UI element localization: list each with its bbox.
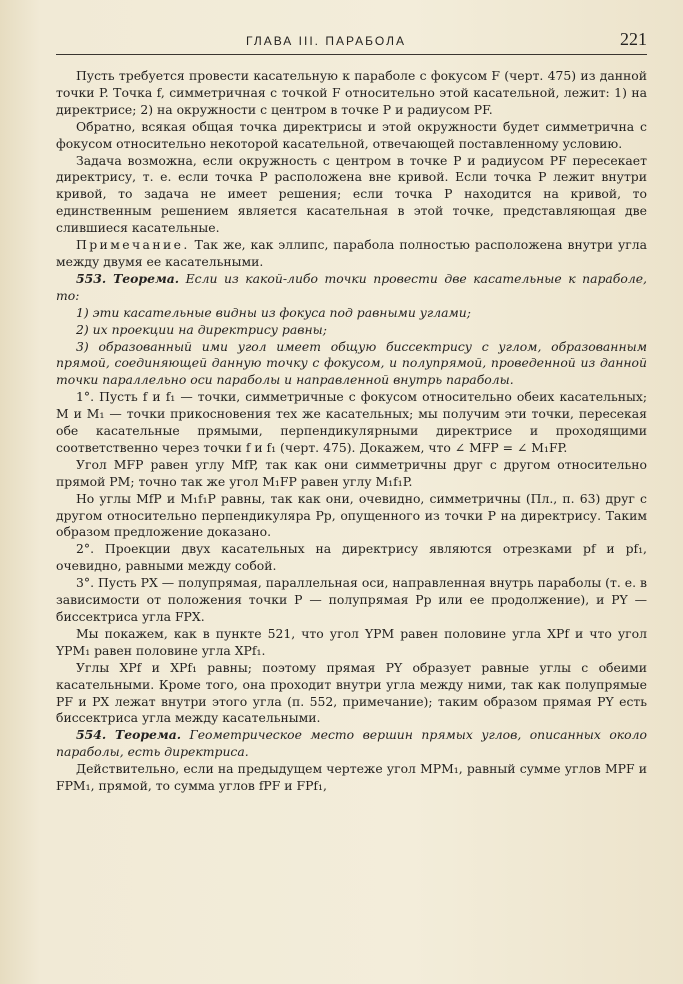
page-header bbox=[56, 28, 647, 55]
paragraph: 2°. Проекции двух касательных на директрису являются отрезками pf и pf₁, очевидно, равными между собой. bbox=[56, 541, 647, 574]
note-label: Примечание. bbox=[76, 237, 190, 253]
theorem-statement: Геометрическое место вершин прямых углов, описанных около параболы, есть директриса. bbox=[56, 727, 647, 760]
theorem-label: 553. Теорема. bbox=[76, 270, 180, 286]
page-body bbox=[56, 68, 647, 795]
note-text: Так же, как эллипс, парабола полностью расположена внутри угла между двумя ее касательными. bbox=[56, 237, 647, 269]
theorem-553 bbox=[56, 271, 647, 305]
theorem-item: 3) образованный ими угол имеет общую биссектрису с углом, образованным прямой, соединяющей данную точку с фокусом, и полупрямой, проведенной из данной точки параллельно оси параболы и направленной внутрь параболы. bbox=[56, 338, 647, 388]
paragraph: Угол MFP равен углу MfP, так как они симметричны друг с другом относительно прямой PM; точно так же угол M₁FP равен углу M₁f₁P. bbox=[56, 456, 647, 489]
paragraph: Но углы MfP и M₁f₁P равны, так как они, очевидно, симметричны (Пл., п. 63) друг с другом относительно перпендикуляра Pp, опущенного из точки P на директрису. Таким образом предложение доказано. bbox=[56, 490, 647, 540]
theorem-statement: Если из какой-либо точки провести две касательные к параболе, то: bbox=[56, 270, 647, 303]
paragraph: 1°. Пусть f и f₁ — точки, симметричные с фокусом относительно обеих касательных; M и M₁ — точки прикосновения тех же касательных; мы получим эти точки, пересекая обе касательные прямыми, перпендикулярными директрисе и проходящими соответственно через точки f и f₁ (черт. 475). Докажем, что ∠ MFP = ∠ M₁FP. bbox=[56, 389, 647, 455]
paragraph: Углы XPf и XPf₁ равны; поэтому прямая PY образует равные углы с обеими касательными. Кроме того, она проходит внутри угла между ними, так как полупрямые PF и PX лежат внутри этого угла (п. 552, примечание); таким образом прямая PY есть биссектриса угла между касательными. bbox=[56, 659, 647, 726]
theorem-label: 554. Теорема. bbox=[76, 727, 182, 743]
paragraph: Задача возможна, если окружность с центром в точке P и радиусом PF пересекает директрису, т. е. если точка P расположена вне кривой. Если точка P лежит внутри кривой, то задача не имеет решения; если точка P находится на кривой, то единственным решением является касательная в этой точке, представляющая две слившиеся касательные. bbox=[56, 152, 647, 236]
page-number: 221 bbox=[620, 29, 647, 49]
paragraph: Пусть требуется провести касательную к параболе с фокусом F (черт. 475) из данной точки P. Точка f, симметричная с точкой F относительно этой касательной, лежит: 1) на директрисе; 2) на окружности с центром в точке P и радиусом PF. bbox=[56, 68, 647, 117]
paragraph: Обратно, всякая общая точка директрисы и этой окружности будет симметрична с фокусом относительно некоторой касательной, отвечающей поставленному условию. bbox=[56, 118, 647, 151]
paragraph: Мы покажем, как в пункте 521, что угол YPM равен половине угла XPf и что угол YPM₁ равен половине угла XPf₁. bbox=[56, 625, 647, 658]
theorem-item: 1) эти касательные видны из фокуса под равными углами; bbox=[76, 304, 471, 320]
running-head: ГЛАВА III. ПАРАБОЛА bbox=[246, 34, 406, 48]
note-paragraph bbox=[56, 237, 647, 271]
theorem-item: 2) их проекции на директрису равны; bbox=[76, 321, 327, 337]
theorem-554 bbox=[56, 727, 647, 761]
paragraph: Действительно, если на предыдущем чертеже угол MPM₁, равный сумме углов MPF и FPM₁, прямой, то сумма углов fPF и FPf₁, bbox=[56, 761, 647, 794]
paragraph: 3°. Пусть PX — полупрямая, параллельная оси, направленная внутрь параболы (т. е. в зависимости от положения точки P — полупрямая Pp или ее продолжение), и PY — биссектриса угла FPX. bbox=[56, 575, 647, 624]
